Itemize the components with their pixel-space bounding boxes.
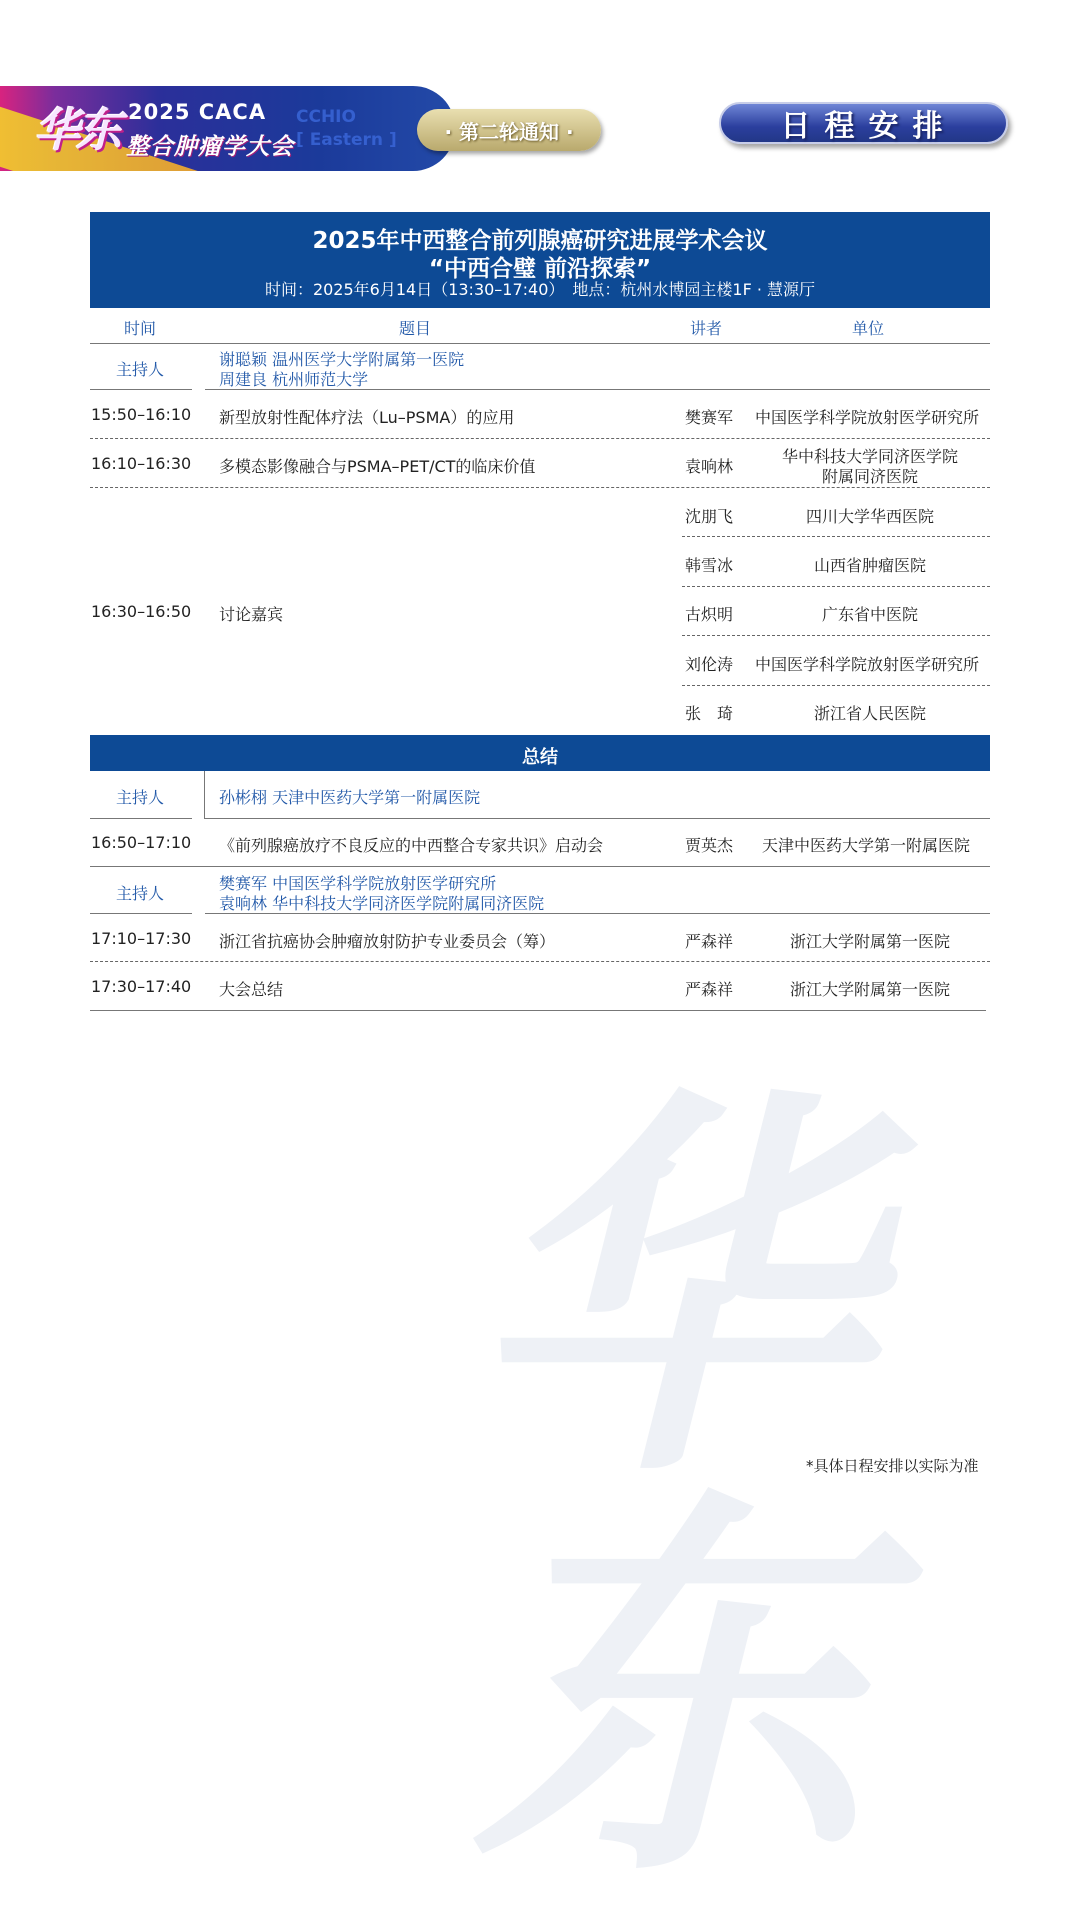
host-line: 周建良 杭州师范大学: [219, 370, 369, 389]
footnote: *具体日程安排以实际为准: [806, 1457, 979, 1475]
host-line: 孙彬栩 天津中医药大学第一附属医院: [219, 788, 481, 807]
section-title: 日程安排: [719, 102, 1008, 144]
divider: [90, 389, 192, 390]
row-unit: 中国医学科学院放射医学研究所: [755, 408, 980, 427]
divider: [205, 913, 990, 914]
divider: [90, 913, 192, 914]
notice-badge: · 第二轮通知 ·: [417, 109, 601, 151]
divider: [682, 586, 990, 587]
row-speaker: 严森祥: [685, 980, 734, 999]
host-line: 袁响林 华中科技大学同济医学院附属同济医院: [219, 894, 545, 913]
divider: [204, 771, 205, 819]
col-topic: 题目: [399, 319, 432, 338]
summary-bar-label: 总结: [522, 747, 558, 768]
row-unit: 华中科技大学同济医学院: [781, 447, 958, 466]
row-speaker: 袁响林: [685, 457, 734, 476]
col-speaker: 讲者: [690, 319, 723, 338]
divider: [90, 818, 192, 819]
row-unit: 浙江大学附属第一医院: [789, 980, 950, 999]
row-speaker: 贾英杰: [685, 836, 734, 855]
host-label: 主持人: [116, 884, 165, 903]
divider: [90, 343, 990, 344]
host-label: 主持人: [116, 788, 165, 807]
row-time: 16:10–16:30: [91, 454, 192, 473]
watermark-logo: 华东: [470, 1055, 830, 1925]
divider: [90, 866, 990, 867]
guest-speaker: 张 琦: [685, 704, 734, 723]
guest-unit: 山西省肿瘤医院: [813, 556, 926, 575]
row-topic: 浙江省抗癌协会肿瘤放射防护专业委员会（筹）: [219, 932, 556, 951]
col-unit: 单位: [852, 319, 885, 338]
row-unit: 附属同济医院: [821, 467, 918, 486]
session-title: 2025年中西整合前列腺癌研究进展学术会议: [312, 228, 768, 254]
col-time: 时间: [124, 319, 157, 338]
row-unit: 浙江大学附属第一医院: [789, 932, 950, 951]
divider: [682, 685, 990, 686]
guest-unit: 中国医学科学院放射医学研究所: [755, 655, 980, 674]
divider: [90, 487, 990, 488]
session-info: 时间：2025年6月14日（13:30–17:40） 地点：杭州水博园主楼1F · 慧源厅: [264, 280, 816, 299]
row-time: 16:50–17:10: [91, 833, 192, 852]
row-topic: 大会总结: [219, 980, 284, 999]
row-time: 17:10–17:30: [91, 929, 192, 948]
session-subtitle: “中西合璧 前沿探索”: [428, 256, 652, 282]
row-time: 16:30–16:50: [91, 602, 192, 621]
row-unit: 天津中医药大学第一附属医院: [762, 836, 971, 855]
host-line: 谢聪颖 温州医学大学附属第一医院: [219, 350, 465, 369]
host-label: 主持人: [116, 360, 165, 379]
session-title-box: [90, 212, 990, 308]
logo-mark: 华东: [34, 103, 118, 157]
row-topic: 《前列腺癌放疗不良反应的中西整合专家共识》启动会: [219, 836, 604, 855]
logo-cchio-line1: CCHIO: [296, 107, 356, 127]
guest-speaker: 刘伦涛: [685, 655, 734, 674]
divider: [682, 635, 990, 636]
logo-cchio: [296, 106, 397, 152]
host-line: 樊赛军 中国医学科学院放射医学研究所: [219, 874, 497, 893]
guest-speaker: 韩雪冰: [685, 556, 734, 575]
logo-cchio-line2: [ Eastern ]: [296, 130, 397, 150]
row-speaker: 严森祥: [685, 932, 734, 951]
guest-unit: 四川大学华西医院: [805, 507, 934, 526]
divider: [90, 1010, 986, 1011]
guest-unit: 浙江省人民医院: [813, 704, 926, 723]
logo-caca: 2025 CACA: [128, 100, 267, 124]
row-topic: 多模态影像融合与PSMA–PET/CT的临床价值: [219, 457, 536, 476]
row-topic: 讨论嘉宾: [219, 605, 284, 624]
row-time: 15:50–16:10: [91, 405, 192, 424]
guest-unit: 广东省中医院: [821, 605, 918, 624]
logo-subtitle: 整合肿瘤学大会: [126, 133, 294, 160]
divider: [90, 961, 990, 962]
divider: [205, 389, 990, 390]
divider: [90, 438, 990, 439]
divider: [205, 818, 990, 819]
divider: [682, 536, 990, 537]
guest-speaker: 沈朋飞: [685, 507, 734, 526]
guest-speaker: 古炽明: [685, 605, 734, 624]
row-time: 17:30–17:40: [91, 977, 192, 996]
row-topic: 新型放射性配体疗法（Lu–PSMA）的应用: [219, 408, 515, 427]
row-speaker: 樊赛军: [685, 408, 734, 427]
